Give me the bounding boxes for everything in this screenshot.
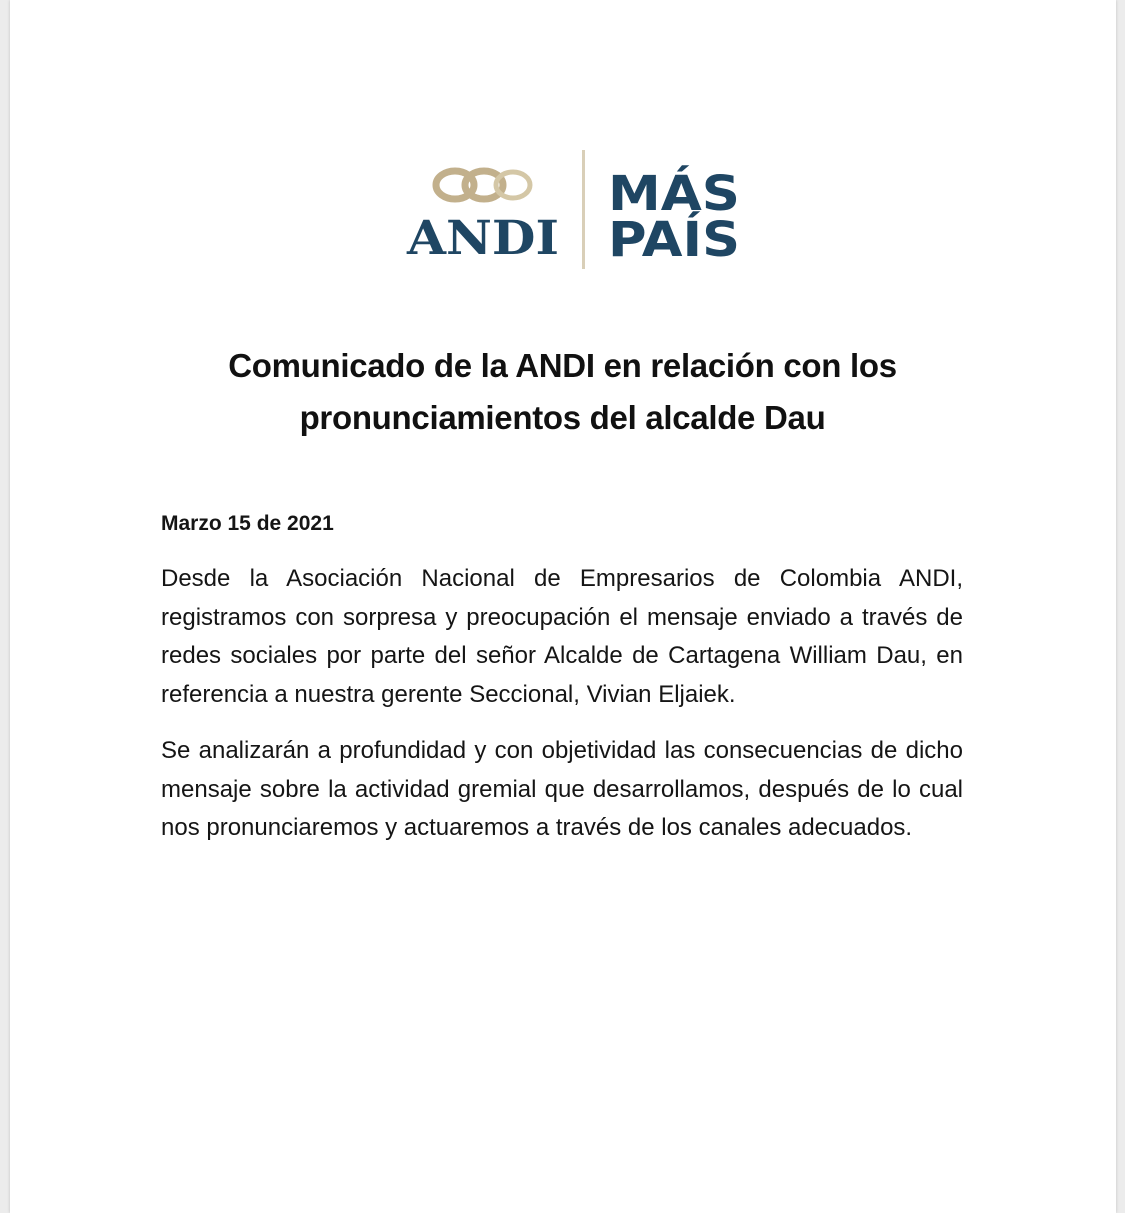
logo-mas-text: MÁS — [608, 166, 728, 222]
logo-pais-text: PAÍS — [608, 212, 729, 268]
logo-divider — [582, 150, 585, 269]
document-date: Marzo 15 de 2021 — [161, 512, 334, 535]
paragraph-1: Desde la Asociación Nacional de Empresarios de Colombia ANDI, registramos con sorpresa y preocupación el mensaje enviado a través de redes sociales por parte del señor Alcalde de Cartagena William Dau, en referencia a nuestra gerente Seccional, Vivian Eljaiek. — [161, 565, 963, 708]
title-line-2: pronunciamientos del alcalde Dau — [299, 399, 826, 436]
logo-andi-text: ANDI — [405, 211, 559, 266]
paragraph-2: Se analizarán a profundidad y con objetividad las consecuencias de dicho mensaje sobre la actividad gremial que desarrollamos, después de lo cual nos pronunciaremos y actuaremos a través de los canales adecuados. — [161, 737, 963, 841]
logo-graphic — [396, 148, 756, 273]
document-page — [10, 0, 1116, 1213]
andi-emblem-icon — [436, 171, 530, 199]
andi-mas-pais-logo — [396, 148, 756, 273]
page-title — [110, 340, 1015, 444]
document-body — [161, 508, 963, 866]
title-line-1: Comunicado de la ANDI en relación con los — [228, 347, 897, 384]
